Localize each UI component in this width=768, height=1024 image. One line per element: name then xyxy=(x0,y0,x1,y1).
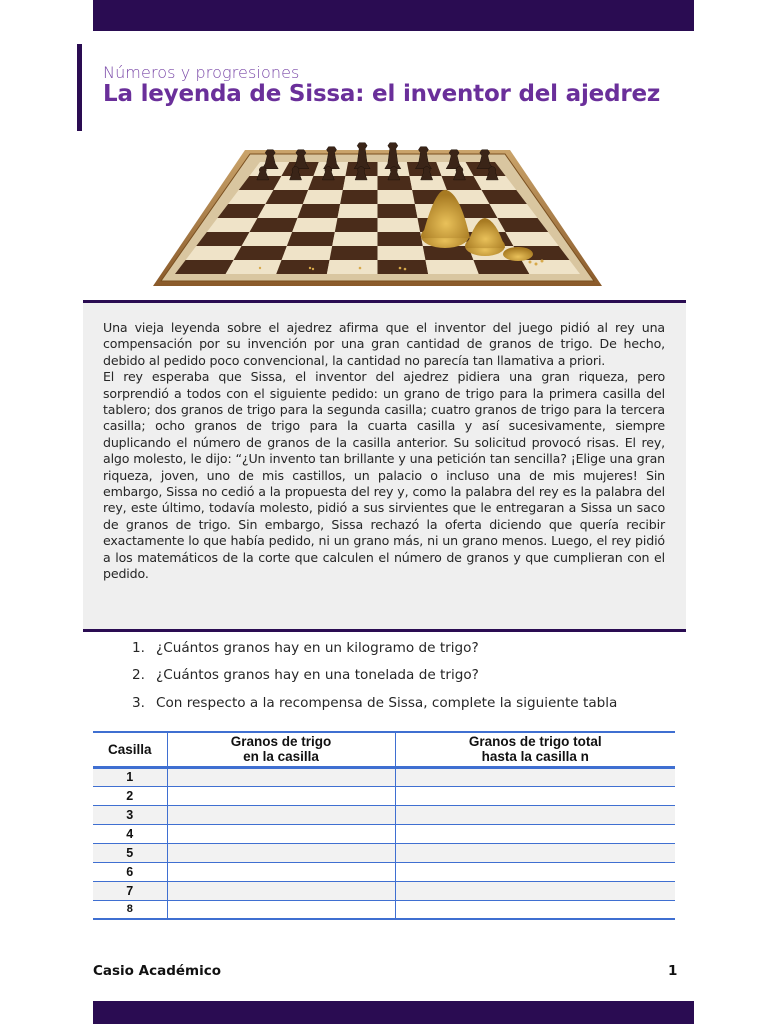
story-paragraph-2: El rey esperaba que Sissa, el inventor del ajedrez pidiera una gran riqueza, pero sorprendió a todos con el siguiente pedido: un grano de trigo para la primera casilla del tablero; dos granos de trigo para la segunda casilla; cuatro granos de trigo para la tercera casilla; ocho granos de trigo para la cuarta casilla y así sucesivamente, siempre duplicando el número de granos de la casilla anterior. Su solicitud provocó risas. El rey, algo molesto, le dijo: “¿Un invento tan brillante y una petición tan sencilla? ¡Elige una gran riqueza, joven, uno de mis castillos, un palacio o incluso una de mis mujeres! Sin embargo, Sissa no cedió a la propuesta del rey y, como la palabra del rey es la palabra del rey, este último, todavía molesto, pidió a sus sirvientes que le entregaran a Sissa un saco de granos de trigo. Sin embargo, Sissa rechazó la oferta diciendo que quería recibir exactamente lo que había pedido, ni un grano más, ni un grano menos. Luego, el rey pidió a los matemáticos de la corte que calculen el número de granos y que cumplieran con el pedido. xyxy=(103,369,665,582)
question-text: ¿Cuántos granos hay en un kilogramo de trigo? xyxy=(156,640,479,656)
board-square xyxy=(276,260,329,274)
grains-cell[interactable] xyxy=(167,786,395,805)
grains-cell[interactable] xyxy=(167,843,395,862)
chessboard-with-wheat-grains-icon xyxy=(150,128,605,293)
table-row xyxy=(93,862,675,881)
total-grains-cell[interactable] xyxy=(395,881,675,900)
total-grains-cell[interactable] xyxy=(395,786,675,805)
total-grains-cell[interactable] xyxy=(395,805,675,824)
board-square xyxy=(234,246,287,260)
board-square xyxy=(378,204,418,218)
page-number: 1 xyxy=(668,963,678,979)
board-square xyxy=(473,260,529,274)
board-square xyxy=(292,218,337,232)
board-square xyxy=(378,260,429,274)
board-square xyxy=(327,260,378,274)
grains-cell[interactable] xyxy=(167,805,395,824)
question-item xyxy=(132,695,617,711)
board-square xyxy=(378,232,423,246)
grains-cell[interactable] xyxy=(167,824,395,843)
table-row xyxy=(93,843,675,862)
casilla-number: 5 xyxy=(93,843,167,862)
board-square xyxy=(226,260,282,274)
header-total-grains: Granos de trigo total hasta la casilla n xyxy=(395,732,675,767)
story-paragraph-1: Una vieja leyenda sobre el ajedrez afirma que el inventor del juego pidió al rey una compensación por su invención por una gran cantidad de granos de trigo. De hecho, debido al pedido poco convencional, la cantidad no parecía tan llamativa a priori. xyxy=(103,320,665,368)
casilla-number: 2 xyxy=(93,786,167,805)
table-header-row xyxy=(93,732,675,767)
table-row xyxy=(93,786,675,805)
board-square xyxy=(335,218,378,232)
header-accent-bar xyxy=(77,44,82,131)
casilla-number: 4 xyxy=(93,824,167,843)
story-text xyxy=(103,320,665,583)
bottom-banner xyxy=(93,1001,694,1024)
question-text: Con respecto a la recompensa de Sissa, complete la siguiente tabla xyxy=(156,695,618,711)
question-text: ¿Cuántos granos hay en una tonelada de trigo? xyxy=(156,667,479,683)
board-square xyxy=(303,190,343,204)
board-square xyxy=(425,260,478,274)
top-banner xyxy=(93,0,694,31)
total-grains-cell[interactable] xyxy=(395,824,675,843)
total-grains-cell[interactable] xyxy=(395,900,675,919)
board-square xyxy=(287,232,335,246)
section-subtitle: Números y progresiones xyxy=(103,63,300,82)
header-casilla: Casilla xyxy=(93,732,167,767)
question-number: 3. xyxy=(132,695,145,711)
casilla-number: 7 xyxy=(93,881,167,900)
total-grains-cell[interactable] xyxy=(395,862,675,881)
footer-brand: Casio Académico xyxy=(93,963,222,979)
casilla-number: 3 xyxy=(93,805,167,824)
table-row xyxy=(93,805,675,824)
table-body xyxy=(93,767,675,919)
table-row xyxy=(93,824,675,843)
page-title: La leyenda de Sissa: el inventor del ajedrez xyxy=(103,81,661,107)
casilla-number: 8 xyxy=(93,900,167,919)
board-square xyxy=(242,232,293,246)
grains-cell[interactable] xyxy=(167,881,395,900)
board-square xyxy=(378,190,415,204)
board-square xyxy=(378,246,426,260)
question-number: 1. xyxy=(132,640,145,656)
board-square xyxy=(338,204,378,218)
board-square xyxy=(298,204,341,218)
casilla-number: 1 xyxy=(93,767,167,786)
total-grains-cell[interactable] xyxy=(395,843,675,862)
grains-table xyxy=(93,731,675,920)
casilla-number: 6 xyxy=(93,862,167,881)
table-row xyxy=(93,881,675,900)
total-grains-cell[interactable] xyxy=(395,767,675,786)
header-grains-per-square: Granos de trigo en la casilla xyxy=(167,732,395,767)
board-square xyxy=(378,218,421,232)
grains-cell[interactable] xyxy=(167,900,395,919)
board-square xyxy=(330,246,378,260)
table-row xyxy=(93,900,675,919)
grains-cell[interactable] xyxy=(167,862,395,881)
grains-cell[interactable] xyxy=(167,767,395,786)
board-square xyxy=(250,218,298,232)
board-square xyxy=(282,246,333,260)
table-row xyxy=(93,767,675,786)
board-square xyxy=(332,232,377,246)
question-item xyxy=(132,667,479,683)
question-item xyxy=(132,640,479,656)
story-panel xyxy=(83,300,686,632)
board-square xyxy=(258,204,303,218)
question-number: 2. xyxy=(132,667,145,683)
board-square xyxy=(340,190,377,204)
